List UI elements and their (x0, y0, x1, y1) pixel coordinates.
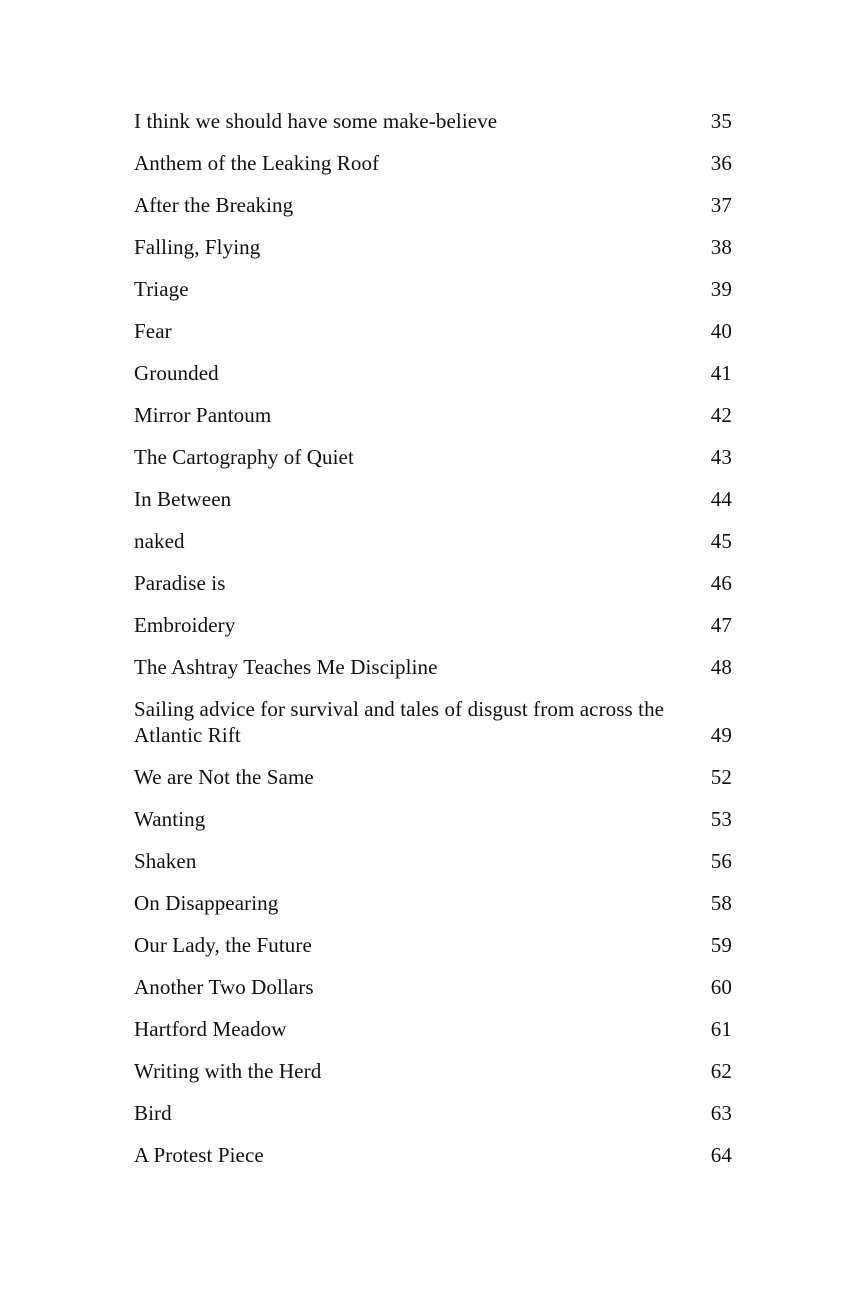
toc-row (134, 974, 732, 1000)
toc-entry-title: A Protest Piece (134, 1143, 264, 1167)
toc-entry-page-number: 37 (710, 193, 732, 217)
toc-entry-page-number: 48 (710, 655, 732, 679)
toc-row (134, 570, 732, 596)
toc-row (134, 696, 732, 748)
toc-entry-title: Mirror Pantoum (134, 403, 272, 427)
toc-entry-page-number: 59 (710, 933, 732, 957)
toc-row (134, 108, 732, 134)
toc-row (134, 402, 732, 428)
toc-entry-title: Hartford Meadow (134, 1017, 287, 1041)
toc-entry-page-number: 64 (710, 1143, 732, 1167)
toc-entry-title: We are Not the Same (134, 765, 314, 789)
toc-row (134, 444, 732, 470)
toc-row (134, 764, 732, 790)
toc-row (134, 1142, 732, 1168)
toc-row (134, 1058, 732, 1084)
toc-row (134, 360, 732, 386)
toc-entry-title: Another Two Dollars (134, 975, 314, 999)
toc-row (134, 932, 732, 958)
toc-entry-title: Triage (134, 277, 189, 301)
toc-row (134, 192, 732, 218)
toc-entry-title: Falling, Flying (134, 235, 261, 259)
toc-entry-title: Anthem of the Leaking Roof (134, 151, 380, 175)
toc-row (134, 612, 732, 638)
toc-row (134, 1100, 732, 1126)
toc-entry-title: Grounded (134, 361, 219, 385)
toc-entry-page-number: 53 (710, 807, 732, 831)
toc-entry-page-number: 42 (710, 403, 732, 427)
toc-entry-page-number: 41 (710, 361, 732, 385)
toc-entry-page-number: 56 (710, 849, 732, 873)
toc-entry-page-number: 44 (710, 487, 732, 511)
toc-entry-page-number: 58 (710, 891, 732, 915)
toc-entry-title: naked (134, 529, 185, 553)
toc-entry-title: The Cartography of Quiet (134, 445, 354, 469)
toc-entry-page-number: 38 (710, 235, 732, 259)
toc-row (134, 890, 732, 916)
toc-row (134, 150, 732, 176)
toc-entry-title: Shaken (134, 849, 197, 873)
toc-entry-title: The Ashtray Teaches Me Discipline (134, 655, 438, 679)
toc-entry-title: Embroidery (134, 613, 236, 637)
toc-entry-page-number: 63 (710, 1101, 732, 1125)
toc-row (134, 528, 732, 554)
toc-row (134, 848, 732, 874)
toc-entry-page-number: 61 (710, 1017, 732, 1041)
toc-entry-page-number: 52 (710, 765, 732, 789)
toc-row (134, 806, 732, 832)
toc-entry-page-number: 46 (710, 571, 732, 595)
toc-row (134, 276, 732, 302)
toc-entry-title: After the Breaking (134, 193, 294, 217)
table-of-contents (134, 108, 732, 1168)
toc-entry-page-number: 35 (710, 109, 732, 133)
toc-entry-page-number: 49 (710, 723, 732, 747)
toc-entry-title: Wanting (134, 807, 206, 831)
toc-row (134, 318, 732, 344)
toc-entry-page-number: 47 (710, 613, 732, 637)
toc-entry-page-number: 62 (710, 1059, 732, 1083)
toc-row (134, 1016, 732, 1042)
toc-entry-page-number: 40 (710, 319, 732, 343)
toc-entry-page-number: 60 (710, 975, 732, 999)
toc-entry-title: In Between (134, 487, 232, 511)
toc-entry-title: I think we should have some make-believe (134, 109, 498, 133)
toc-row (134, 234, 732, 260)
toc-entry-page-number: 45 (710, 529, 732, 553)
toc-entry-page-number: 43 (710, 445, 732, 469)
toc-entry-title: Bird (134, 1101, 172, 1125)
toc-entry-title: On Disappearing (134, 891, 279, 915)
toc-entry-page-number: 39 (710, 277, 732, 301)
toc-entry-title: Sailing advice for survival and tales of disgust from across the Atlantic Rift (134, 697, 665, 747)
toc-entry-title: Writing with the Herd (134, 1059, 322, 1083)
toc-entry-page-number: 36 (710, 151, 732, 175)
toc-row (134, 654, 732, 680)
toc-row (134, 486, 732, 512)
toc-entry-title: Our Lady, the Future (134, 933, 312, 957)
toc-entry-title: Fear (134, 319, 172, 343)
toc-entry-title: Paradise is (134, 571, 226, 595)
